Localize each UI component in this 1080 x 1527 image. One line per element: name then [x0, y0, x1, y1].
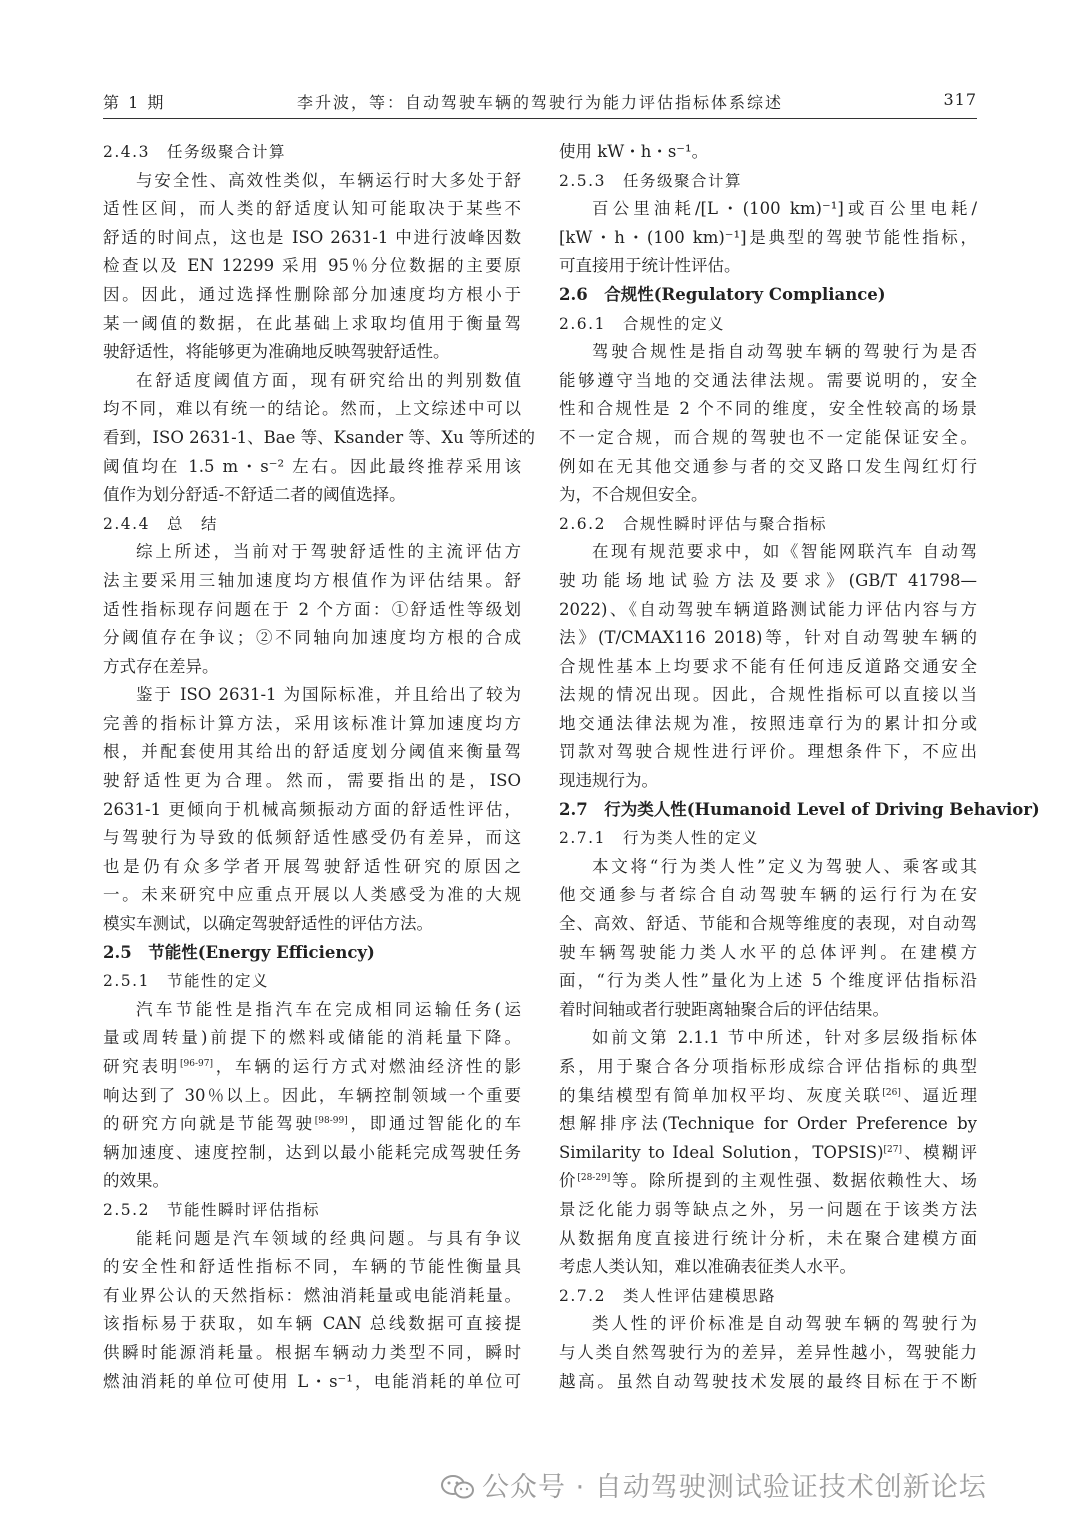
section-heading: 2.5.3 任务级聚合计算: [559, 171, 742, 190]
wechat-icon: [440, 1474, 476, 1500]
text-line: 2631-1 更倾向于机械高频振动方面的舒适性评估，: [103, 799, 521, 819]
text-line: 在现有规范要求中，如《智能网联汽车 自动驾: [592, 542, 977, 562]
text-line: 地交通法律法规为准，按照违章行为的累计扣分或: [559, 713, 977, 733]
text-line: 模实车测试，以确定驾驶舒适性的评估方法。: [103, 914, 433, 934]
section-heading: 2.6.2 合规性瞬时评估与聚合指标: [559, 514, 827, 533]
text-line: Similarity to Ideal Solution，TOPSIS)[27]、模糊评: [559, 1142, 977, 1162]
text-line: 系，用于聚合各分项指标形成综合评估指标的典型: [559, 1057, 977, 1076]
text-line: 值作为划分舒适-不舒适二者的阈值选择。: [103, 485, 406, 505]
text-line: 价[28-29]等。除所提到的主观性强、数据依赖性大、场: [559, 1171, 978, 1191]
section-heading: 2.6 合规性(Regulatory Compliance): [559, 284, 886, 304]
watermark-text: 公众号 · 自动驾驶测试验证技术创新论坛: [482, 1472, 987, 1503]
text-line: 驶功能场地试验方法及要求》(GB/T 41798—: [559, 570, 977, 590]
text-line: 如前文第 2.1.1 节中所述，针对多层级指标体: [592, 1028, 977, 1048]
section-heading: 2.4.3 任务级聚合计算: [103, 143, 286, 161]
text-line: 也是仍有众多学者开展驾驶舒适性研究的原因之: [103, 856, 521, 876]
text-line: 法主要采用三轴加速度均方根值作为评估结果。舒: [103, 570, 521, 590]
text-line: 辆加速度、速度控制，达到以最小能耗完成驾驶任务: [103, 1142, 521, 1162]
text-line: 与安全性、高效性类似，车辆运行时大多处于舒: [136, 170, 521, 190]
text-line: 的安全性和舒适性指标不同，车辆的节能性衡量具: [103, 1257, 521, 1277]
section-heading: 2.5 节能性(Energy Efficiency): [103, 942, 375, 962]
text-line: 燃油消耗的单位可使用 L・s⁻¹，电能消耗的单位可: [103, 1371, 521, 1391]
section-heading: 2.6.1 合规性的定义: [559, 314, 725, 333]
section-heading: 2.7.2 类人性评估建模思路: [559, 1286, 776, 1305]
text-line: 与人类自然驾驶行为的差异，差异性越小，驾驶能力: [559, 1342, 977, 1362]
text-line: 不一定合规，而合规的驾驶也不一定能保证安全。: [559, 427, 977, 447]
text-line: 例如在无其他交通参与者的交叉路口发生闯红灯行: [559, 456, 977, 476]
text-line: 能够遵守当地的交通法律法规。需要说明的，安全: [559, 370, 977, 390]
section-heading: 2.5.1 节能性的定义: [103, 972, 269, 991]
text-line: 景泛化能力弱等缺点之外，另一问题在于该类方法: [559, 1199, 977, 1219]
section-heading: 2.7.1 行为类人性的定义: [559, 829, 759, 848]
text-line: 2022)、《自动驾驶车辆道路测试能力评估内容与方: [559, 599, 977, 619]
text-line: 适性指标现存问题在于 2 个方面：①舒适性等级划: [103, 599, 521, 619]
text-line: 性和合规性是 2 个不同的维度，安全性较高的场景: [559, 399, 977, 419]
text-line: 看到，ISO 2631-1、Bae 等、Ksander 等、Xu 等所述的: [103, 427, 535, 447]
text-line: 综上所述，当前对于驾驶舒适性的主流评估方: [136, 542, 521, 562]
text-line: [kW・h・(100 km)⁻¹]是典型的驾驶节能性指标，: [559, 227, 977, 247]
text-line: 的集结模型有简单加权平均、灰度关联[26]、逼近理: [559, 1085, 978, 1105]
text-line: 鉴于 ISO 2631-1 为国际标准，并且给出了较为: [136, 685, 521, 705]
text-line: 法》(T/CMAX116 2018)等，针对自动驾驶车辆的: [559, 628, 977, 648]
watermark: [440, 1465, 987, 1504]
running-header: [103, 86, 977, 119]
text-line: 为，不合规但安全。: [559, 485, 708, 505]
text-line: 分阈值存在争议；②不同轴向加速度均方根的合成: [103, 628, 521, 648]
text-line: 舒适的时间点，这也是 ISO 2631-1 中进行波峰因数: [103, 227, 521, 247]
text-line: 有业界公认的天然指标：燃油消耗量或电能消耗量。: [103, 1285, 521, 1305]
text-line: 考虑人类认知，难以准确表征类人水平。: [559, 1257, 856, 1277]
issue-number: 第 1 期: [103, 93, 166, 112]
text-line: 驾驶合规性是指自动驾驶车辆的驾驶行为是否: [592, 342, 977, 362]
text-line: 供瞬时能源消耗量。根据车辆动力类型不同，瞬时: [103, 1342, 521, 1362]
text-line: 在舒适度阈值方面，现有研究给出的判别数值: [136, 370, 521, 390]
text-line: 本文将“行为类人性”定义为驾驶人、乘客或其: [592, 856, 977, 876]
text-line: 类人性的评价标准是自动驾驶车辆的驾驶行为: [592, 1314, 977, 1334]
text-line: 均不同，难以有统一的结论。然而，上文综述中可以: [103, 399, 521, 419]
text-line: 根，并配套使用其给出的舒适度划分阈值来衡量驾: [103, 742, 521, 762]
text-line: 完善的指标计算方法，采用该标准计算加速度均方: [103, 713, 521, 733]
text-line: 与驾驶行为导致的低频舒适性感受仍有差异，而这: [103, 828, 521, 848]
text-line: 使用 kW・h・s⁻¹。: [559, 142, 709, 161]
text-line: 可直接用于统计性评估。: [559, 256, 741, 276]
text-line: 他交通参与者综合自动驾驶车辆的运行行为在安: [559, 885, 977, 905]
text-line: 阈值均在 1.5 m・s⁻² 左右。因此最终推荐采用该: [103, 456, 521, 476]
text-line: 法规的情况出现。因此，合规性指标可以直接以当: [559, 685, 977, 705]
text-line: 该指标易于获取，如车辆 CAN 总线数据可直接提: [103, 1314, 521, 1334]
text-line: 因。因此，通过选择性删除部分加速度均方根小于: [103, 284, 521, 304]
text-line: 一。未来研究中应重点开展以人类感受为准的大规: [103, 885, 521, 905]
text-line: 适性区间，而人类的舒适度认知可能取决于某些不: [103, 199, 521, 219]
text-line: 从数据角度直接进行统计分析，未在聚合建模方面: [559, 1228, 977, 1248]
section-heading: 2.5.2 节能性瞬时评估指标: [103, 1200, 320, 1219]
text-line: 检查以及 EN 12299 采用 95％分位数据的主要原: [103, 256, 521, 276]
text-line: 着时间轴或者行驶距离轴聚合后的评估结果。: [559, 999, 889, 1019]
text-line: 汽车节能性是指汽车在完成相同运输任务(运: [136, 999, 521, 1019]
text-line: 方式存在差异。: [103, 656, 219, 676]
text-line: 的效果。: [103, 1171, 169, 1191]
text-line: 百公里油耗/[L・(100 km)⁻¹]或百公里电耗/: [592, 199, 977, 219]
text-line: 面，“行为类人性”量化为上述 5 个维度评估指标沿: [559, 971, 977, 991]
text-line: 现违规行为。: [559, 771, 658, 791]
left-column: [103, 138, 535, 1396]
page-number: 317: [943, 90, 977, 109]
text-line: 研究表明[96-97]，车辆的运行方式对燃油经济性的影: [103, 1057, 522, 1076]
right-column: [559, 138, 1040, 1396]
text-line: 合规性基本上均要求不能有任何违反道路交通安全: [559, 656, 977, 676]
text-line: 量或周转量)前提下的燃料或储能的消耗量下降。: [103, 1028, 521, 1048]
text-line: 驶舒适性更为合理。然而，需要指出的是，ISO: [103, 771, 521, 791]
text-line: 的研究方向就是节能驾驶[98-99]，即通过智能化的车: [103, 1114, 522, 1134]
text-line: 能耗问题是汽车领域的经典问题。与具有争议: [136, 1228, 521, 1248]
section-heading: 2.7 行为类人性(Humanoid Level of Driving Behavior): [559, 799, 1040, 819]
text-line: 全、高效、舒适、节能和合规等维度的表现，对自动驾: [559, 914, 977, 934]
text-line: 想解排序法(Technique for Order Preference by: [559, 1114, 977, 1134]
text-line: 罚款对驾驶合规性进行评价。理想条件下，不应出: [559, 742, 977, 762]
section-heading: 2.4.4 总 结: [103, 514, 218, 533]
text-line: 越高。虽然自动驾驶技术发展的最终目标在于不断: [559, 1371, 977, 1391]
text-line: 某一阈值的数据，在此基础上求取均值用于衡量驾: [103, 313, 521, 333]
running-title: 李升波，等：自动驾驶车辆的驾驶行为能力评估指标体系综述: [296, 93, 783, 112]
text-line: 驶车辆驾驶能力类人水平的总体评判。在建模方: [559, 942, 977, 962]
text-line: 驶舒适性，将能够更为准确地反映驾驶舒适性。: [103, 342, 450, 362]
text-line: 响达到了 30％以上。因此，车辆控制领域一个重要: [103, 1085, 521, 1105]
